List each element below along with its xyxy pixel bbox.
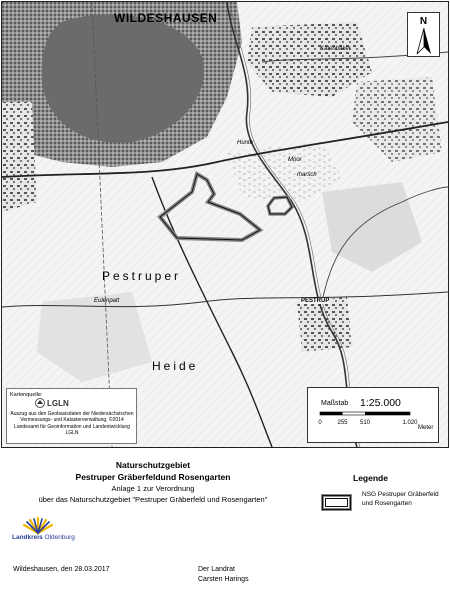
moor-label: Moor <box>288 157 302 163</box>
lgln-emblem-icon <box>35 398 45 408</box>
scale-bar <box>314 410 434 440</box>
hunte-label: Hunte <box>237 140 254 146</box>
scale-ratio: 1:25.000 <box>360 397 401 409</box>
lgln-name: LGLN <box>47 398 69 408</box>
source-attribution: Auszug aus den Geobasisdaten der Niedersächsischen Vermessungs- und Katasterverwaltung, ©2014 Landesamt für Geoinformation und Landentwicklung LGLN <box>10 411 134 436</box>
katenbaker-label: Katenbäker <box>320 46 351 52</box>
regulation-line: über das Naturschutzgebiet "Pestruper Gräberfeld und Rosengarten" <box>38 495 268 504</box>
district-logo <box>10 515 105 545</box>
topographic-map <box>2 2 448 447</box>
legend-reserve-swatch <box>321 494 352 511</box>
eulenpatt-label: Eulenpatt <box>94 298 120 304</box>
scale-bar-segment-3 <box>365 412 410 415</box>
document-subtitle: Pestruper Gräberfeldund Rosengarten <box>75 472 231 482</box>
map-source-box <box>6 388 137 444</box>
landscape-label-pestruper: Pestruper <box>102 269 182 283</box>
town-label: WILDESHAUSEN <box>114 11 218 25</box>
scale-tick-label: 0 <box>318 420 322 426</box>
signatory-role: Der Landrat <box>198 566 235 573</box>
date-line: Wildeshausen, den 28.03.2017 <box>13 566 110 573</box>
district-logo-text-rest: Oldenburg <box>44 534 75 541</box>
lgln-logo <box>35 398 69 408</box>
source-title: Kartenquelle: <box>10 392 43 398</box>
village-area <box>297 297 352 352</box>
document-title: Naturschutzgebiet <box>115 460 191 470</box>
north-arrow-box <box>407 12 440 57</box>
scale-bar-segment-1 <box>320 412 343 415</box>
scale-tick-label: 510 <box>359 420 371 426</box>
map-frame[interactable] <box>1 1 449 448</box>
signatory-name: Carsten Harings <box>198 576 249 583</box>
district-logo-text <box>12 534 75 541</box>
north-letter: N <box>419 16 428 27</box>
marsch-label: marsch <box>297 172 317 178</box>
scale-tick-label: 1.020 <box>402 420 418 426</box>
legend-title: Legende <box>353 473 388 483</box>
settlement-west <box>2 102 37 212</box>
sunburst-logo-icon <box>18 515 58 535</box>
landscape-label-heide: Heide <box>152 359 199 373</box>
north-arrow-icon <box>416 28 432 54</box>
annex-line: Anlage 1 zur Verordnung <box>111 484 195 493</box>
scale-box <box>307 387 439 443</box>
scale-tick-label: 255 <box>337 420 348 426</box>
district-logo-text-bold: Landkreis <box>12 534 43 541</box>
scale-unit: Meter <box>418 425 434 431</box>
legend-reserve-label: NSG Pestruper Gräberfeld und Rosengarten <box>362 491 439 507</box>
village-label: PESTRUP <box>301 298 330 304</box>
scale-caption: Maßstab <box>321 400 349 407</box>
